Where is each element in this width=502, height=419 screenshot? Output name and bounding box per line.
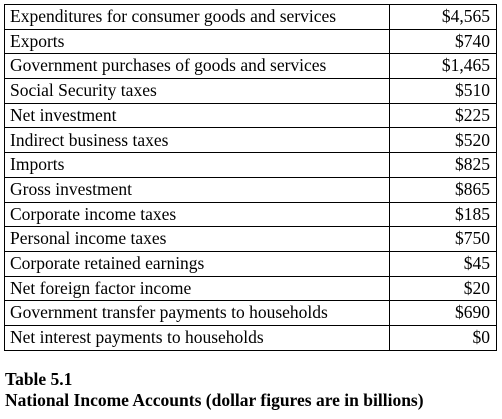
row-label: Government purchases of goods and services <box>5 54 390 79</box>
row-label: Personal income taxes <box>5 227 390 252</box>
row-label: Net investment <box>5 103 390 128</box>
table-row <box>5 276 497 301</box>
table-row <box>5 103 497 128</box>
national-income-table <box>4 4 497 351</box>
row-value: $185 <box>390 202 497 227</box>
row-label: Net interest payments to households <box>5 325 390 350</box>
row-label: Gross investment <box>5 177 390 202</box>
table-title: National Income Accounts (dollar figures are in billions) <box>5 390 424 410</box>
row-value: $865 <box>390 177 497 202</box>
row-label: Expenditures for consumer goods and services <box>5 5 390 30</box>
row-label: Corporate income taxes <box>5 202 390 227</box>
table-row <box>5 153 497 178</box>
row-value: $0 <box>390 325 497 350</box>
row-value: $750 <box>390 227 497 252</box>
row-value: $1,465 <box>390 54 497 79</box>
row-value: $690 <box>390 301 497 326</box>
table-row <box>5 301 497 326</box>
row-label: Corporate retained earnings <box>5 251 390 276</box>
row-label: Government transfer payments to households <box>5 301 390 326</box>
table-row <box>5 5 497 30</box>
table-row <box>5 128 497 153</box>
table-row <box>5 227 497 252</box>
row-label: Exports <box>5 29 390 54</box>
row-value: $510 <box>390 79 497 104</box>
table-row <box>5 54 497 79</box>
table-row <box>5 29 497 54</box>
row-value: $825 <box>390 153 497 178</box>
row-value: $740 <box>390 29 497 54</box>
table-row <box>5 325 497 350</box>
row-label: Indirect business taxes <box>5 128 390 153</box>
table-number: Table 5.1 <box>5 369 73 389</box>
table-row <box>5 79 497 104</box>
row-value: $520 <box>390 128 497 153</box>
row-label: Imports <box>5 153 390 178</box>
row-label: Social Security taxes <box>5 79 390 104</box>
row-value: $45 <box>390 251 497 276</box>
row-value: $4,565 <box>390 5 497 30</box>
row-label: Net foreign factor income <box>5 276 390 301</box>
table-row <box>5 251 497 276</box>
table-row <box>5 177 497 202</box>
table-caption <box>5 369 424 411</box>
row-value: $20 <box>390 276 497 301</box>
table-row <box>5 202 497 227</box>
row-value: $225 <box>390 103 497 128</box>
